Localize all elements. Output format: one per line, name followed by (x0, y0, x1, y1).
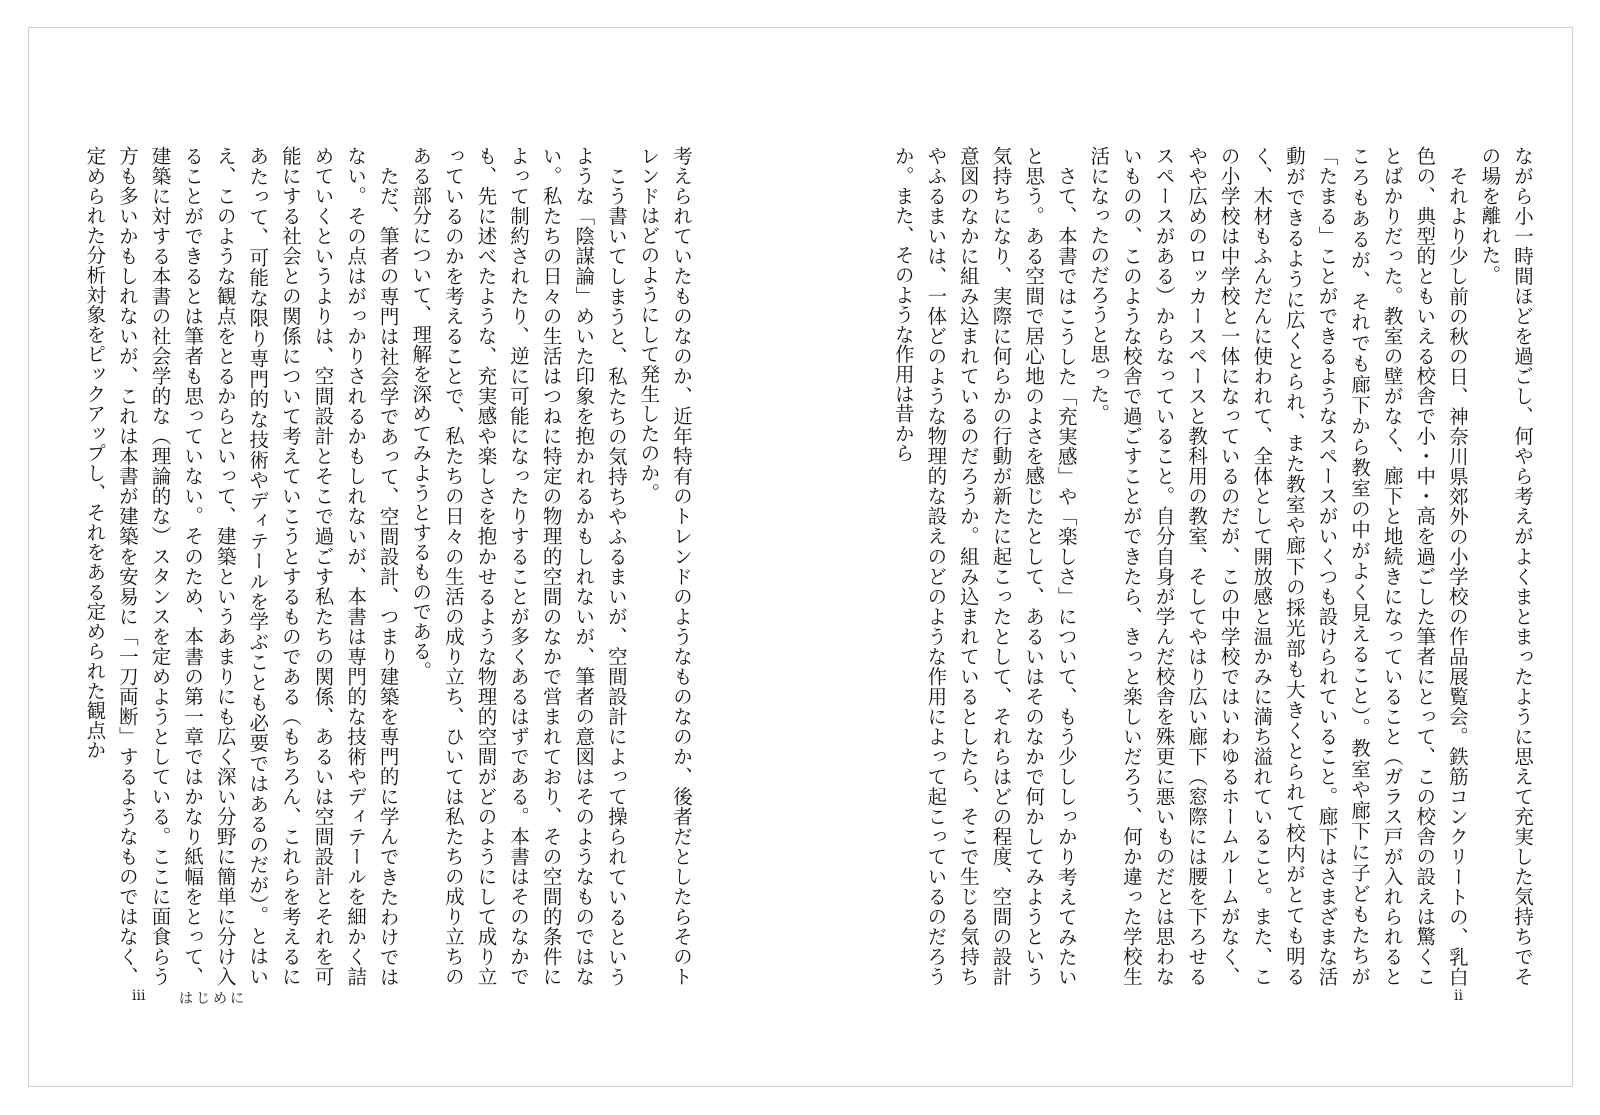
paragraph: それより少し前の秋の日、神奈川県郊外の小学校の作品展覧会。鉄筋コンクリートの、乳白色の、典型的ともいえる校舎で小・中・高を過ごした筆者にとって、この校舎の設えは驚くことばかりだった。教室の壁がなく、廊下と地続きになっていること（ガラス戸が入れられるところもあるが、それでも廊下から教室の中がよく見えること）。教室や廊下に子どもたちが「たまる」ことができるようなスペースがいくつも設けられていること。廊下はさまざまな活動ができるように広くとられ、また教室や廊下の採光部も大きくとられて校内がとても明るく、木材もふんだんに使われて、全体として開放感と温かみに満ち溢れていること。また、この小学校は中学校と一体になっているのだが、この中学校ではいわゆるホームルームがなく、やや広めのロッカースペースと教科用の教室、そしてやはり広い廊下（窓際には腰を下ろせるスペースがある）からなっていること。自分自身が学んだ校舎を殊更に悪いものだとは思わないものの、このような校舎で過ごすことができたら、きっと楽しいだろう、何か違った学校生活になったのだろうと思った。 (1087, 146, 1469, 986)
right-page-body (891, 146, 1538, 986)
left-page (29, 28, 801, 1086)
book-spread (28, 27, 1573, 1087)
paragraph: ながら小一時間ほどを過ごし、何やら考えがよくまとまったように思えて充実した気持ちでその場を離れた。 (1478, 146, 1534, 986)
paragraph: さて、本書ではこうした「充実感」や「楽しさ」について、もう少ししっかり考えてみたいと思う。ある空間で居心地のよさを感じたとして、あるいはそのなかで何かしてみようという気持ちになり、実際に何らかの行動が新たに起こったとして、それらはどの程度、空間の設計意図のなかに組み込まれているのだろうか。組み込まれているとしたら、そこで生じる気持ちやふるまいは、一体どのような物理的な設えのどのような作用によって起こっているのだろうか。また、そのような作用は昔から (891, 146, 1078, 986)
paragraph: こう書いてしまうと、私たちの気持ちやふるまいが、空間設計によって操られているというような「陰謀論」めいた印象を抱かれるかもしれないが、筆者の意図はそのようなものではない。私たちの日々の生活はつねに特定の物理的空間のなかで営まれており、その空間的条件によって制約されたり、逆に可能になったりすることが多くあるはずである。本書はそのなかでも、先に述べたような、充実感や楽しさを抱かせるような物理的空間がどのようにして成り立っているのかを考えることで、私たちの日々の生活の成り立ち、ひいては私たちの成り立ちのある部分について、理解を深めてみようとするものである。 (409, 146, 628, 986)
right-page (801, 28, 1573, 1086)
paragraph: ただ、筆者の専門は社会学であって、空間設計、つまり建築を専門的に学んできたわけではない。その点はがっかりされるかもしれないが、本書は専門的な技術やディテールを細かく詰めていくというよりは、空間設計とそこで過ごす私たちの関係、あるいは空間設計とそれを可能にする社会との関係について考えていこうとするものである（もちろん、これらを考えるにあたって、可能な限り専門的な技術やディテールを学ぶことも必要ではあるのだが）。とはいえ、このような観点をとるからといって、建築というあまりにも広く深い分野に簡単に分け入ることができるとは筆者も思っていない。そのため、本書の第一章ではかなり紙幅をとって、建築に対する本書の社会学的な（理論的な）スタンスを定めようとしている。ここに面食らう方も多いかもしれないが、これは本書が建築を安易に「一刀両断」するようなものではなく、定められた分析対象をピックアップし、それをある定められた観点か (83, 146, 400, 986)
left-page-body (83, 146, 697, 986)
page-number: iii (132, 988, 146, 1004)
paragraph: 考えられていたものなのか、近年特有のトレンドのようなものなのか、後者だとしたらそのトレンドはどのようにして発生したのか。 (637, 146, 693, 986)
running-head: はじめに (179, 991, 247, 1007)
page-number: ii (1454, 988, 1463, 1004)
